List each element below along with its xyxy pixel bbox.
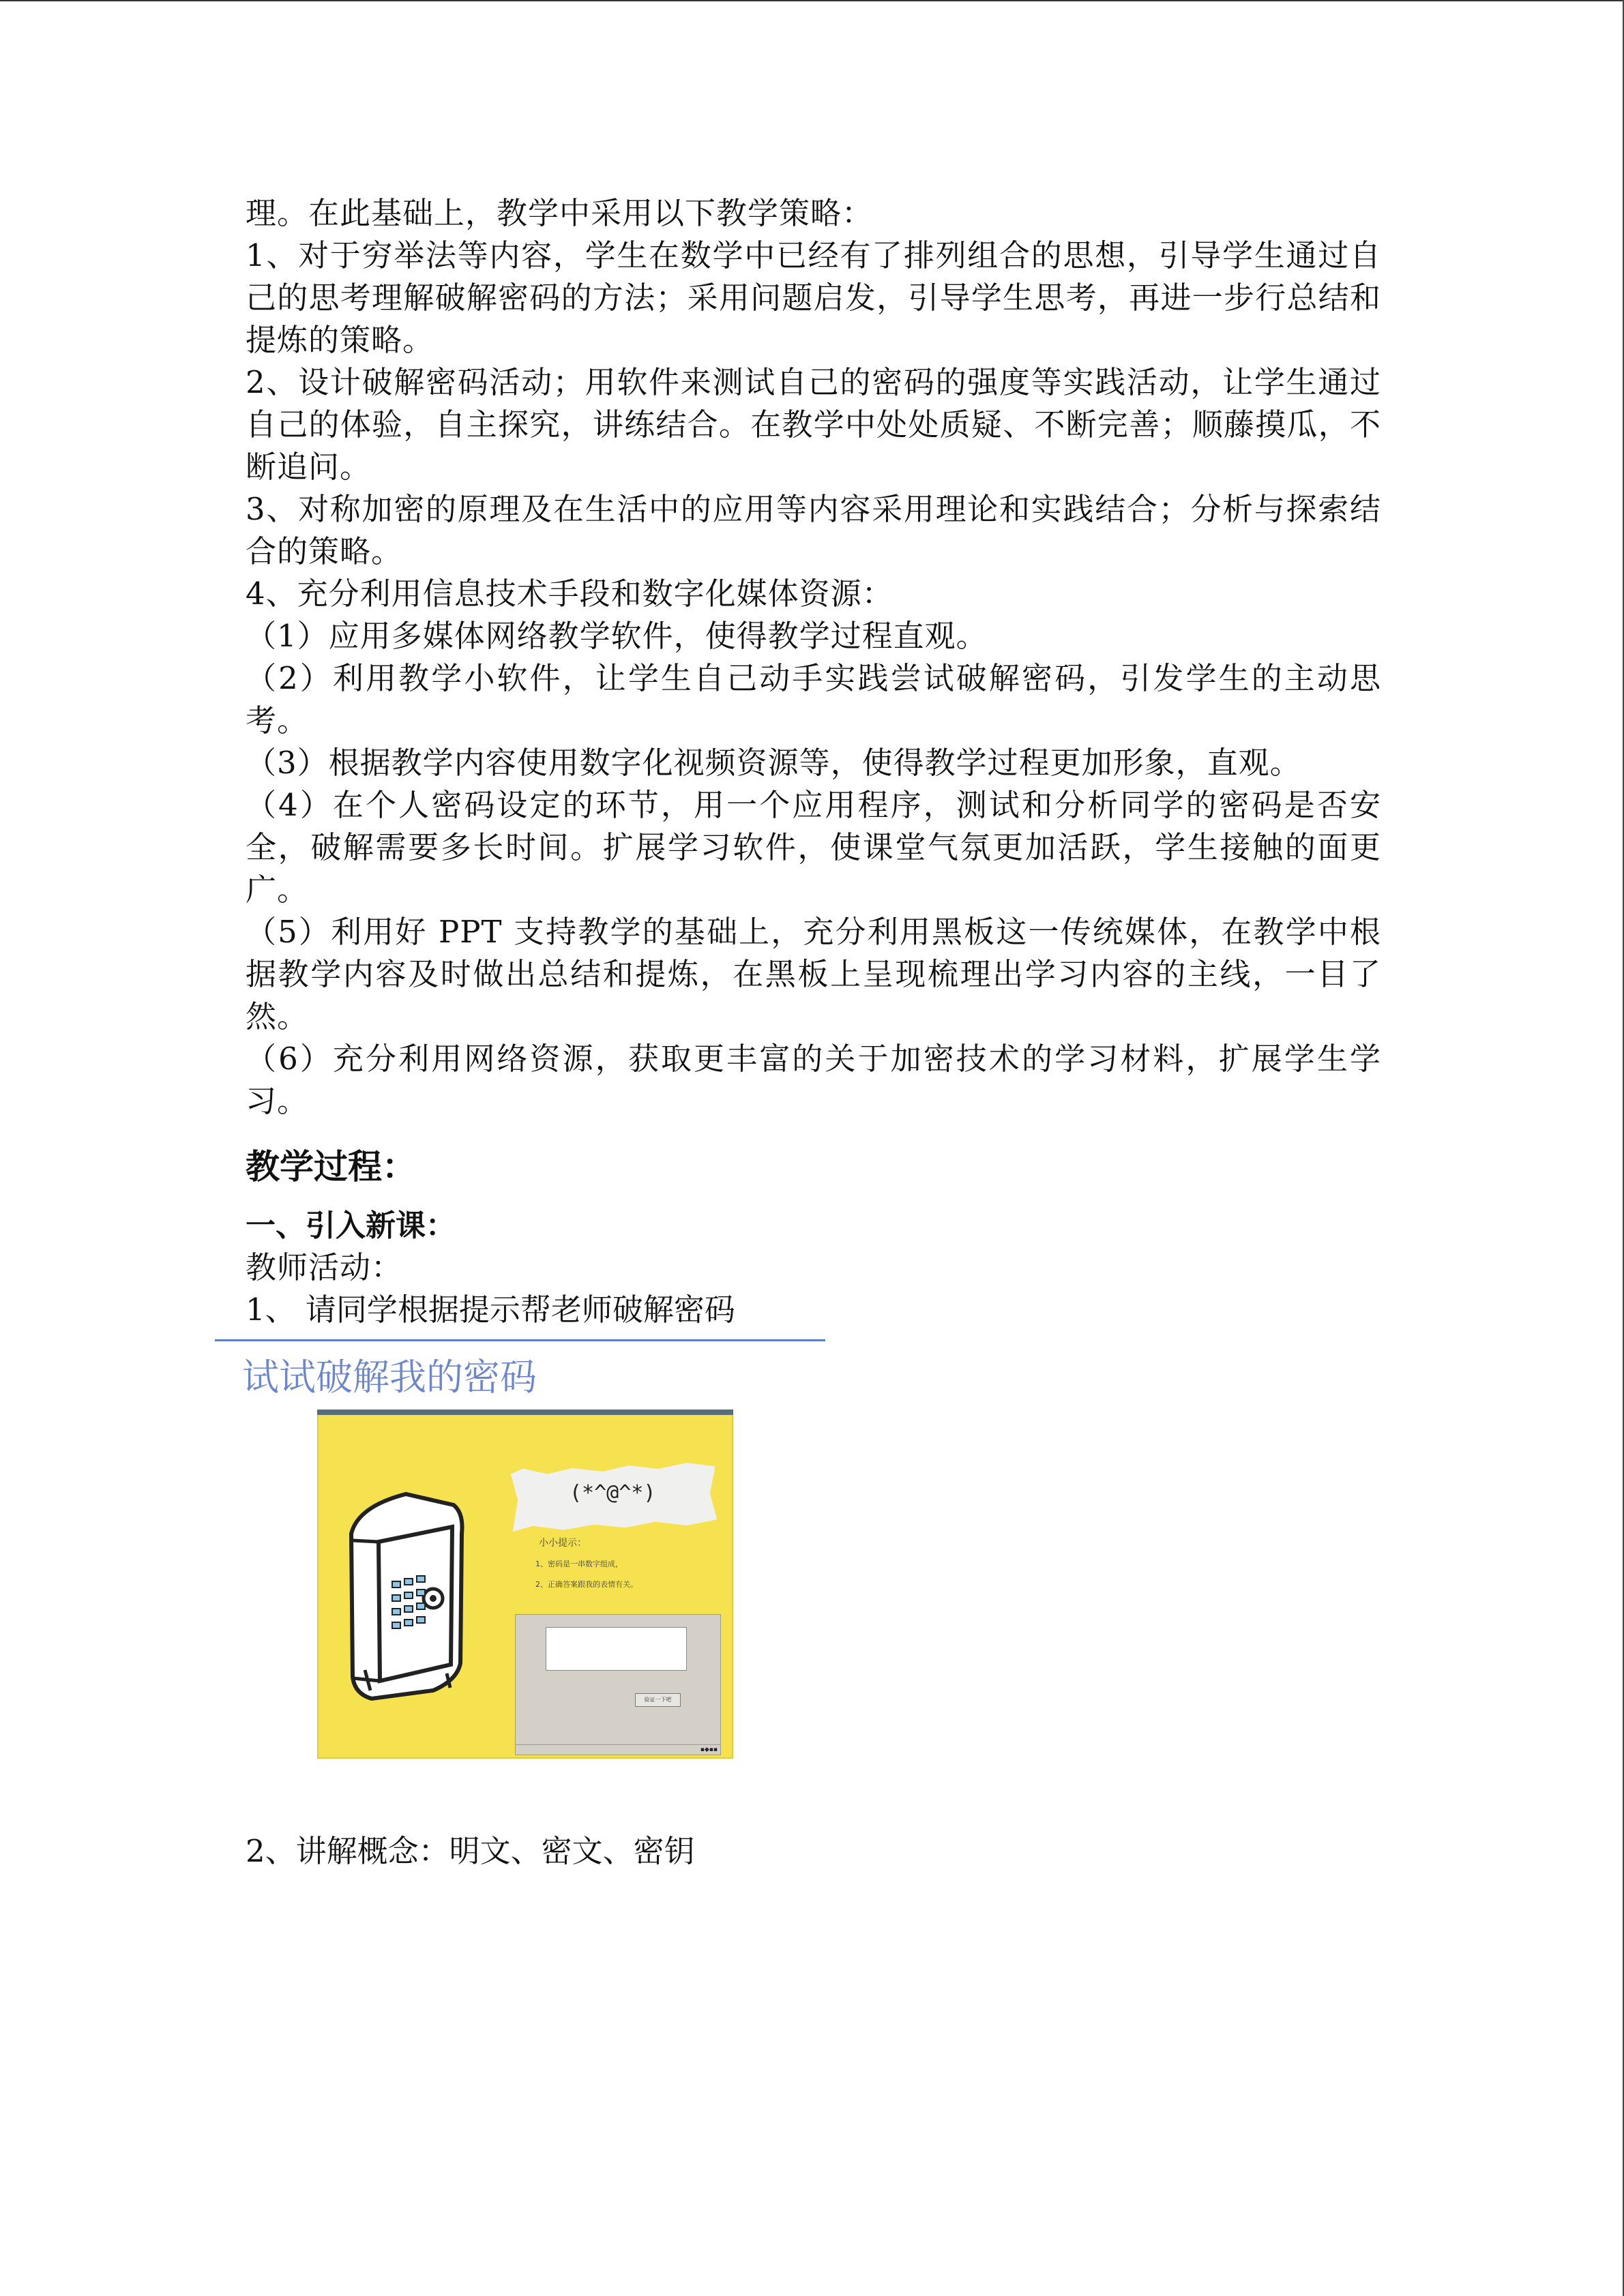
password-dialog (515, 1614, 721, 1755)
password-input[interactable] (546, 1627, 687, 1671)
taskbar-strip (516, 1744, 720, 1755)
paragraph: 3、对称加密的原理及在生活中的应用等内容采用理论和实践结合；分析与探索结合的策略。 (246, 491, 1381, 569)
paragraph: （1）应用多媒体网络教学软件，使得教学过程直观。 (246, 618, 988, 654)
paragraph: （5）利用好 PPT 支持教学的基础上，充分利用黑板这一传统媒体，在教学中根据教学内容及时做出总结和提炼，在黑板上呈现梳理出学习内容的主线，一目了然。 (246, 914, 1381, 1034)
paragraph: （3）根据教学内容使用数字化视频资源等，使得教学过程更加形象，直观。 (246, 745, 1301, 781)
section-heading: 教学过程： (246, 1147, 416, 1187)
hint-line-2: 2、正确答案跟我的表情有关。 (535, 1580, 638, 1589)
emoticon-clue: (*^@^*) (570, 1481, 656, 1505)
page-top-border (0, 0, 1624, 1)
document-body (242, 192, 1381, 1873)
hint-heading: 小小提示： (539, 1538, 587, 1549)
hint-line-1: 1、密码是一串数字组成， (535, 1560, 623, 1568)
verify-button[interactable]: 验证一下吧 (635, 1693, 681, 1707)
paragraph: 2、设计破解密码活动；用软件来测试自己的密码的强度等实践活动，让学生通过自己的体验，自主探究，讲练结合。在教学中处处质疑、不断完善；顺藤摸瓜，不断追问。 (246, 364, 1381, 485)
teacher-activity-label: 教师活动： (246, 1249, 403, 1285)
paragraph: 理。在此基础上，教学中采用以下教学策略： (246, 195, 874, 231)
step-1-text: 1、 请同学根据提示帮老师破解密码 (246, 1292, 735, 1328)
slide-title-rule (215, 1339, 825, 1341)
taskbar-icons: ▪◆▪▪ (700, 1746, 718, 1753)
paragraph: （2）利用教学小软件，让学生自己动手实践尝试破解密码，引发学生的主动思考。 (246, 660, 1381, 739)
paragraph: （6）充分利用网络资源，获取更丰富的关于加密技术的学习材料，扩展学生学习。 (246, 1041, 1381, 1119)
paragraph: 1、对于穷举法等内容，学生在数学中已经有了排列组合的思想，引导学生通过自己的思考理解破解密码的方法；采用问题启发，引导学生思考，再进一步行总结和提炼的策略。 (246, 237, 1381, 358)
embedded-slide (215, 1339, 1381, 1759)
safe-icon (338, 1486, 474, 1704)
window-titlebar (317, 1410, 733, 1415)
step-2-text: 2、讲解概念：明文、密文、密钥 (246, 1833, 695, 1869)
password-game-screenshot (317, 1410, 733, 1759)
paragraph: （4）在个人密码设定的环节，用一个应用程序，测试和分析同学的密码是否安全，破解需要多长时间。扩展学习软件，使课堂气氛更加活跃，学生接触的面更广。 (246, 787, 1381, 908)
slide-title: 试试破解我的密码 (242, 1356, 537, 1399)
subsection-heading: 一、引入新课： (246, 1208, 456, 1243)
paragraph: 4、充分利用信息技术手段和数字化媒体资源： (246, 576, 894, 612)
